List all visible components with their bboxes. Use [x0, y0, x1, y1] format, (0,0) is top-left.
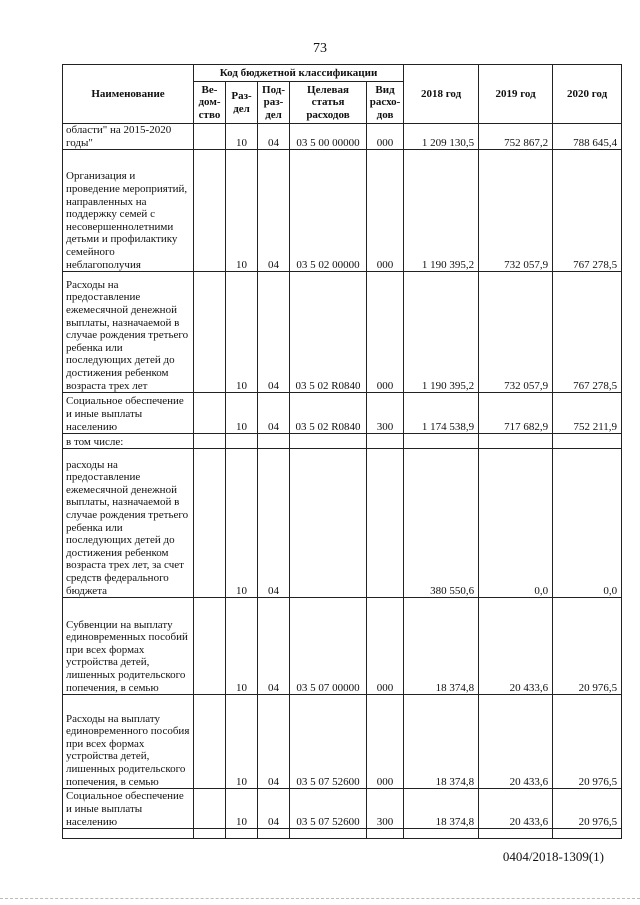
cell-2019: 20 433,6 — [479, 789, 553, 829]
cell-2018: 1 209 130,5 — [404, 124, 479, 150]
cell-target — [290, 449, 367, 598]
header-ved: Ве- дом- ство — [194, 82, 226, 124]
cell-target: 03 5 07 52600 — [290, 789, 367, 829]
cell-2019: 732 057,9 — [479, 150, 553, 272]
cell-podrazdel — [258, 434, 290, 449]
cell-2020 — [553, 829, 622, 839]
row-name — [63, 829, 194, 839]
cell-target: 03 5 02 00000 — [290, 150, 367, 272]
cell-podrazdel: 04 — [258, 598, 290, 695]
cell-2019 — [479, 434, 553, 449]
header-podrazdel: Под- раз- дел — [258, 82, 290, 124]
cell-ved — [194, 598, 226, 695]
cell-ved — [194, 695, 226, 789]
cell-2020: 20 976,5 — [553, 789, 622, 829]
row-name: расходы на предоставление ежемесячной денежной выплаты, назначаемой в случае рождения третьего ребенка или последующих детей до достижения ребенком возраста трех лет, за счет средств федерального бюджета — [63, 449, 194, 598]
cell-2019: 752 867,2 — [479, 124, 553, 150]
table-row — [63, 829, 622, 839]
cell-podrazdel: 04 — [258, 393, 290, 434]
row-name: области" на 2015-2020 годы" — [63, 124, 194, 150]
row-name: Социальное обеспечение и иные выплаты населению — [63, 789, 194, 829]
cell-2020: 767 278,5 — [553, 272, 622, 393]
cell-razdel: 10 — [226, 449, 258, 598]
header-vid: Вид расхо- дов — [367, 82, 404, 124]
cell-2020: 0,0 — [553, 449, 622, 598]
cell-ved — [194, 829, 226, 839]
cell-podrazdel: 04 — [258, 124, 290, 150]
header-2018: 2018 год — [404, 65, 479, 124]
cell-vid — [367, 434, 404, 449]
cell-2019: 732 057,9 — [479, 272, 553, 393]
cell-2019: 20 433,6 — [479, 598, 553, 695]
cell-ved — [194, 393, 226, 434]
cell-vid: 300 — [367, 789, 404, 829]
cell-razdel: 10 — [226, 150, 258, 272]
cell-razdel — [226, 434, 258, 449]
table-row — [63, 393, 622, 434]
cell-razdel: 10 — [226, 124, 258, 150]
cell-podrazdel: 04 — [258, 695, 290, 789]
header-name: Наименование — [63, 65, 194, 124]
cell-podrazdel — [258, 829, 290, 839]
cell-vid: 000 — [367, 598, 404, 695]
cell-razdel: 10 — [226, 272, 258, 393]
header-razdel: Раз- дел — [226, 82, 258, 124]
cell-2020: 767 278,5 — [553, 150, 622, 272]
cell-razdel: 10 — [226, 393, 258, 434]
cell-ved — [194, 434, 226, 449]
row-name: Субвенции на выплату единовременных пособий при всех формах устройства детей, лишенных родительского попечения, в семью — [63, 598, 194, 695]
header-target: Целевая статья расходов — [290, 82, 367, 124]
cell-2020: 20 976,5 — [553, 695, 622, 789]
table-row — [63, 695, 622, 789]
table-row — [63, 434, 622, 449]
document-code: 0404/2018-1309(1) — [502, 849, 604, 864]
cell-2018: 1 190 395,2 — [404, 272, 479, 393]
header-2019: 2019 год — [479, 65, 553, 124]
budget-table — [62, 64, 622, 839]
cell-2018: 18 374,8 — [404, 598, 479, 695]
cell-ved — [194, 789, 226, 829]
row-name: Расходы на предоставление ежемесячной денежной выплаты, назначаемой в случае рождения третьего ребенка или последующих детей до достижения ребенком возраста трех лет — [63, 272, 194, 393]
page-number: 73 — [313, 41, 327, 56]
table-row — [63, 789, 622, 829]
cell-razdel: 10 — [226, 789, 258, 829]
cell-2019 — [479, 829, 553, 839]
cell-podrazdel: 04 — [258, 449, 290, 598]
cell-vid: 300 — [367, 393, 404, 434]
cell-ved — [194, 124, 226, 150]
cell-target: 03 5 02 R0840 — [290, 393, 367, 434]
cell-2019: 717 682,9 — [479, 393, 553, 434]
table-row — [63, 449, 622, 598]
table-row — [63, 272, 622, 393]
cell-2020: 20 976,5 — [553, 598, 622, 695]
cell-vid: 000 — [367, 150, 404, 272]
cell-vid: 000 — [367, 695, 404, 789]
cell-podrazdel: 04 — [258, 272, 290, 393]
page-bottom-divider — [0, 898, 640, 899]
cell-ved — [194, 272, 226, 393]
cell-vid — [367, 449, 404, 598]
cell-target: 03 5 07 52600 — [290, 695, 367, 789]
cell-razdel — [226, 829, 258, 839]
cell-2018: 18 374,8 — [404, 789, 479, 829]
cell-target: 03 5 00 00000 — [290, 124, 367, 150]
cell-ved — [194, 449, 226, 598]
table-row — [63, 150, 622, 272]
cell-vid — [367, 829, 404, 839]
cell-target: 03 5 02 R0840 — [290, 272, 367, 393]
cell-2018: 1 174 538,9 — [404, 393, 479, 434]
cell-vid: 000 — [367, 272, 404, 393]
cell-razdel: 10 — [226, 695, 258, 789]
cell-2018 — [404, 829, 479, 839]
row-name: Организация и проведение мероприятий, направленных на поддержку семей с несовершеннолетними детьми и профилактику семейного неблагополучия — [63, 150, 194, 272]
cell-2020: 752 211,9 — [553, 393, 622, 434]
row-name: Расходы на выплату единовременного пособия при всех формах устройства детей, лишенных родительского попечения, в семью — [63, 695, 194, 789]
cell-2018: 18 374,8 — [404, 695, 479, 789]
cell-2018: 380 550,6 — [404, 449, 479, 598]
cell-vid: 000 — [367, 124, 404, 150]
row-name: в том числе: — [63, 434, 194, 449]
table-row — [63, 598, 622, 695]
header-2020: 2020 год — [553, 65, 622, 124]
header-code-group: Код бюджетной классификации — [194, 65, 404, 82]
cell-razdel: 10 — [226, 598, 258, 695]
row-name: Социальное обеспечение и иные выплаты населению — [63, 393, 194, 434]
cell-podrazdel: 04 — [258, 789, 290, 829]
cell-target — [290, 829, 367, 839]
cell-2019: 20 433,6 — [479, 695, 553, 789]
cell-2020 — [553, 434, 622, 449]
cell-2019: 0,0 — [479, 449, 553, 598]
cell-ved — [194, 150, 226, 272]
cell-target: 03 5 07 00000 — [290, 598, 367, 695]
cell-2018: 1 190 395,2 — [404, 150, 479, 272]
cell-2020: 788 645,4 — [553, 124, 622, 150]
table-row — [63, 124, 622, 150]
cell-target — [290, 434, 367, 449]
cell-podrazdel: 04 — [258, 150, 290, 272]
cell-2018 — [404, 434, 479, 449]
